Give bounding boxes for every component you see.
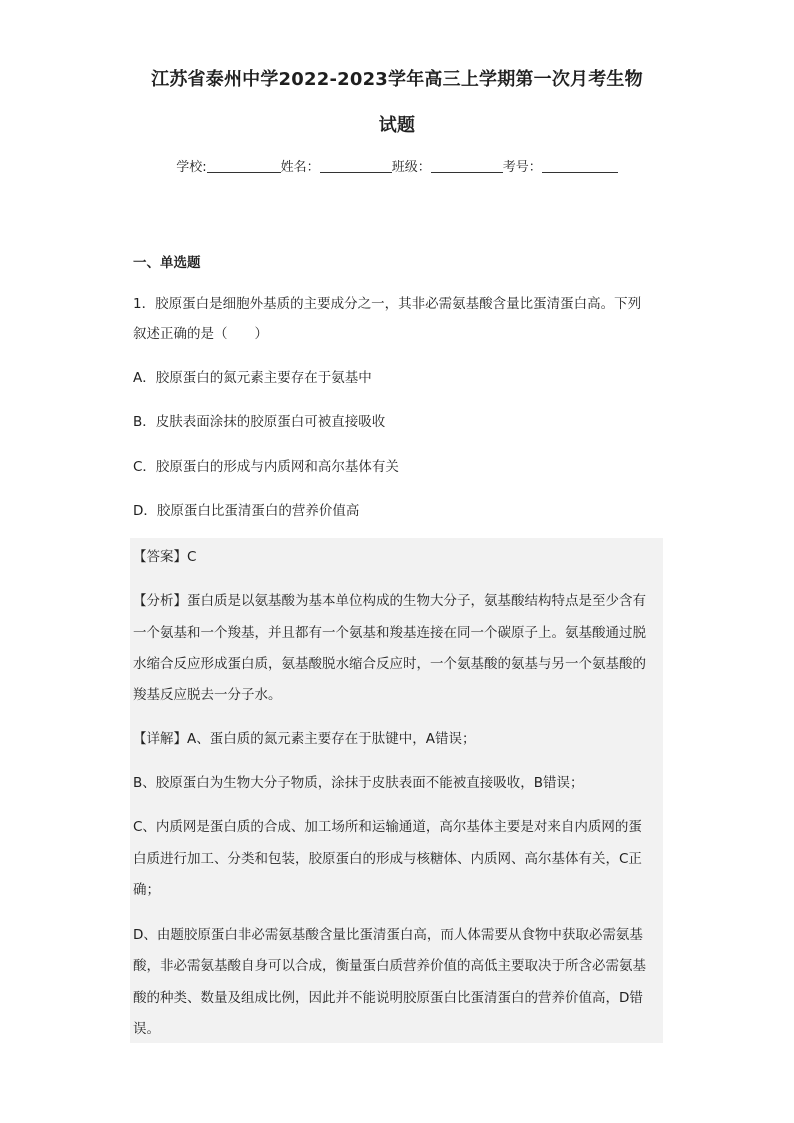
question-stem-line1: 1．胶原蛋白是细胞外基质的主要成分之一，其非必需氨基酸含量比蛋清蛋白高。下列 <box>133 296 642 312</box>
option-c: C．胶原蛋白的形成与内质网和高尔基体有关 <box>133 459 399 475</box>
class-label: 班级： <box>391 160 431 175</box>
detail-d-line2: 酸，非必需氨基酸自身可以合成，衡量蛋白质营养价值的高低主要取决于所含必需氨基 <box>133 958 646 974</box>
detail-d-line1: D、由题胶原蛋白非必需氨基酸含量比蛋清蛋白高，而人体需要从食物中获取必需氨基 <box>133 927 643 943</box>
name-label: 姓名： <box>280 160 320 175</box>
detail-d-line4: 误。 <box>133 1021 160 1037</box>
document-title-line2: 试题 <box>378 115 416 136</box>
number-label: 考号： <box>502 160 542 175</box>
question-stem-line2: 叙述正确的是（ ） <box>133 326 268 342</box>
class-blank <box>431 158 503 173</box>
analysis-line2: 一个氨基和一个羧基，并且都有一个氨基和羧基连接在同一个碳原子上。氨基酸通过脱 <box>133 625 646 641</box>
number-blank <box>542 158 618 173</box>
detail-b: B、胶原蛋白为生物大分子物质，涂抹于皮肤表面不能被直接吸收，B错误； <box>133 775 584 791</box>
student-info-row <box>130 157 664 179</box>
analysis-line1: 【分析】蛋白质是以氨基酸为基本单位构成的生物大分子，氨基酸结构特点是至少含有 <box>133 593 646 609</box>
option-d: D．胶原蛋白比蛋清蛋白的营养价值高 <box>133 503 360 519</box>
answer-text: 【答案】C <box>133 549 197 565</box>
analysis-line4: 羧基反应脱去一分子水。 <box>133 687 282 703</box>
detail-c-line3: 确； <box>133 882 160 898</box>
school-label: 学校: <box>176 160 207 175</box>
name-blank <box>320 158 392 173</box>
detail-c-line2: 白质进行加工、分类和包装，胶原蛋白的形成与核糖体、内质网、高尔基体有关，C正 <box>133 851 642 867</box>
school-blank <box>207 158 281 173</box>
option-b: B．皮肤表面涂抹的胶原蛋白可被直接吸收 <box>133 414 386 430</box>
section-title: 一、单选题 <box>133 255 201 271</box>
analysis-line3: 水缩合反应形成蛋白质，氨基酸脱水缩合反应时，一个氨基酸的氨基与另一个氨基酸的 <box>133 656 646 672</box>
detail-a: 【详解】A、蛋白质的氮元素主要存在于肽键中，A错误； <box>133 731 476 747</box>
option-a: A．胶原蛋白的氮元素主要存在于氨基中 <box>133 370 372 386</box>
document-title-line1: 江苏省泰州中学2022-2023学年高三上学期第一次月考生物 <box>151 69 643 90</box>
detail-d-line3: 酸的种类、数量及组成比例，因此并不能说明胶原蛋白比蛋清蛋白的营养价值高，D错 <box>133 990 643 1006</box>
detail-c-line1: C、内质网是蛋白质的合成、加工场所和运输通道，高尔基体主要是对来自内质网的蛋 <box>133 819 642 835</box>
